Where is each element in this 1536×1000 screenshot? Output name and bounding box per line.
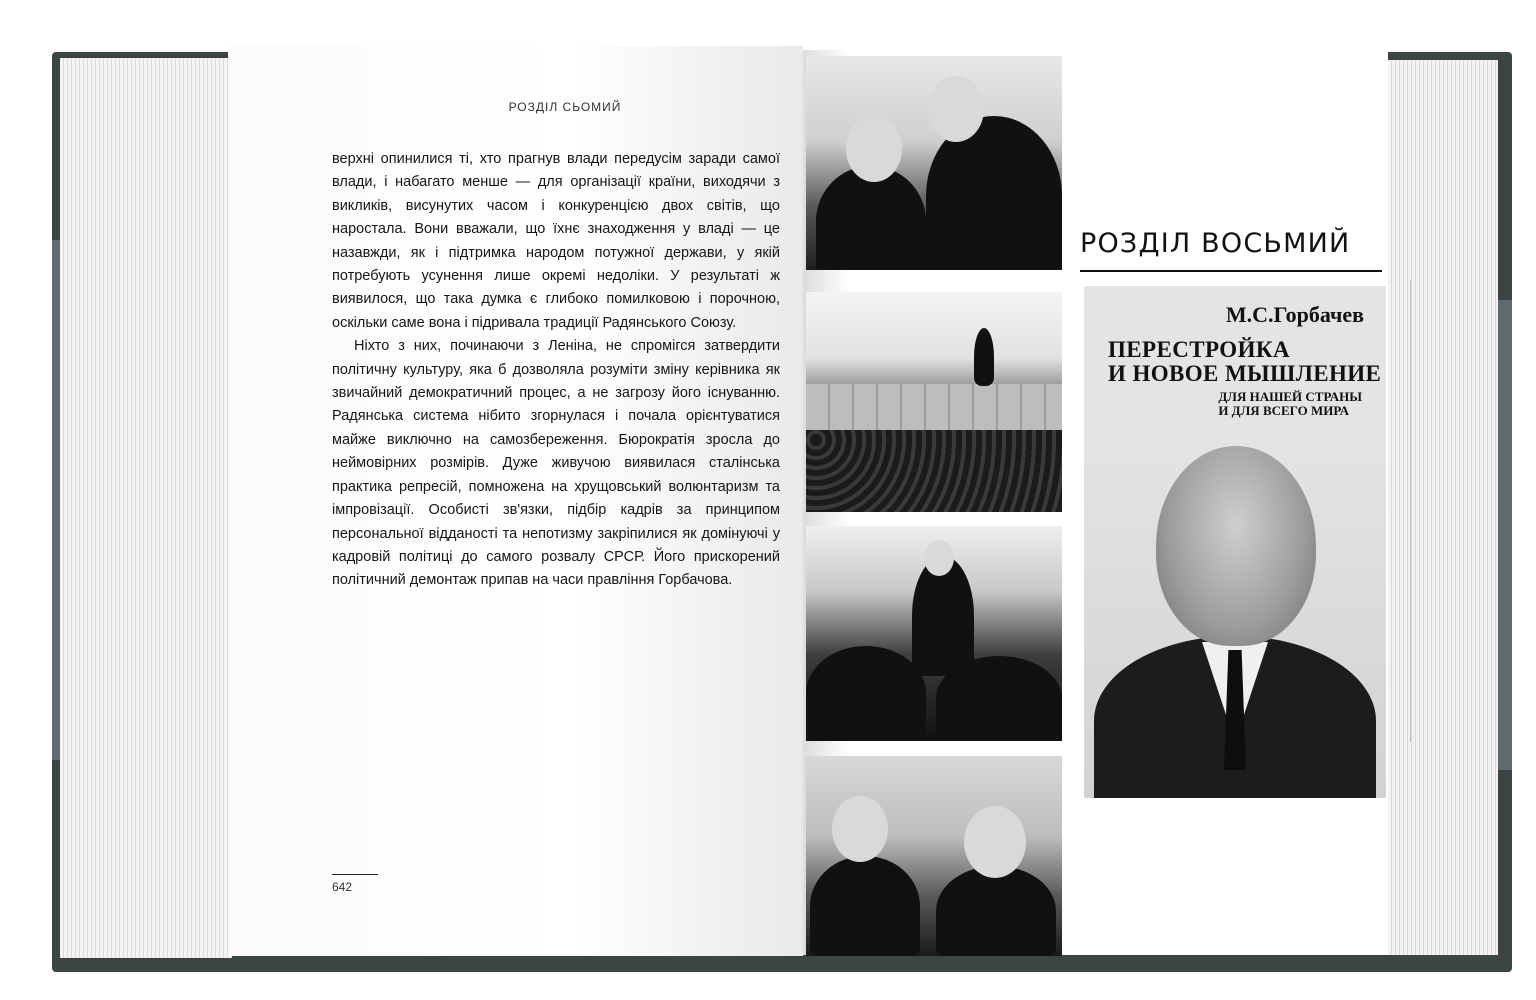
audience-right bbox=[936, 656, 1062, 741]
chapter-title: РОЗДІЛ ВОСЬМИЙ bbox=[1080, 228, 1351, 259]
cover-subtitle-line-2: И ДЛЯ ВСЕГО МИРА bbox=[1218, 403, 1350, 418]
photo-berlin-wall bbox=[806, 292, 1062, 512]
page-edges-left bbox=[60, 58, 232, 958]
man-left bbox=[810, 856, 920, 956]
cover-title-line-1: ПЕРЕСТРОЙКА bbox=[1108, 337, 1290, 362]
face-left bbox=[846, 116, 902, 182]
face-right bbox=[928, 76, 984, 142]
figure-on-wall bbox=[974, 328, 994, 386]
cover-subtitle bbox=[1218, 390, 1362, 418]
body-text bbox=[332, 148, 780, 593]
side-rule bbox=[1410, 280, 1411, 742]
chapter-rule bbox=[1080, 270, 1382, 272]
speaker-face bbox=[924, 540, 954, 576]
cover-title bbox=[1108, 338, 1381, 386]
crowd bbox=[806, 430, 1062, 512]
audience-left bbox=[806, 646, 926, 741]
cover-subtitle-line-1: ДЛЯ НАШЕЙ СТРАНЫ bbox=[1218, 389, 1362, 404]
wall bbox=[806, 384, 1062, 430]
man-left-face bbox=[832, 796, 888, 862]
folio-rule bbox=[332, 874, 378, 875]
man-right bbox=[936, 866, 1056, 956]
photo-summit bbox=[806, 56, 1062, 270]
cover-title-line-2: И НОВОЕ МЫШЛЕНИЕ bbox=[1108, 361, 1382, 386]
page-edges-right bbox=[1380, 60, 1498, 955]
portrait bbox=[1084, 436, 1386, 798]
running-head: РОЗДІЛ СЬОМИЙ bbox=[508, 100, 622, 114]
man-right-face bbox=[964, 806, 1026, 878]
paragraph-1: верхні опинилися ті, хто прагнув влади передусім заради самої влади, і набагато менше — для організації країни, виходячи з викликів, висунутих часом і конкуренцією двох світів, що наростала. Вони вважали, що їхнє знаходження у владі — це назавжди, як і підтримка народом потужної держави, у якій потребують усунення лише окремі недоліки. У результаті ж виявилося, що така думка є глибоко помилковою і порочною, оскільки саме вона і підривала традиції Радянського Союзу. bbox=[332, 151, 780, 331]
cover-author: М.С.Горбачев bbox=[1225, 302, 1364, 327]
photo-assembly bbox=[806, 526, 1062, 741]
paragraph-2: Ніхто з них, починаючи з Леніна, не спромігся затвердити політичну культуру, яка б дозволяла розуміти зміну керівника як звичайний демократичний процес, а не загрозу його існуванню. Радянська система нібито згорнулася і почала орієнтуватися майже виключно на самозбереження. Бюрократія зросла до неймовірних розмірів. Дуже живучою виявилася сталінська практика репресій, помножена на хрущовський волюнтаризм та імпровізації. Особисті зв'язки, підбір кадрів за принципом персональної відданості та непотизму закріпилися як домінуючі у кадровій політиці до самого розвалу СРСР. Його прискорений політичний демонтаж припав на часи правління Горбачова. bbox=[332, 338, 780, 589]
photo-meeting bbox=[806, 756, 1062, 956]
perestroika-book-cover bbox=[1084, 286, 1386, 798]
portrait-head bbox=[1156, 446, 1316, 646]
page-number: 642 bbox=[332, 880, 353, 894]
